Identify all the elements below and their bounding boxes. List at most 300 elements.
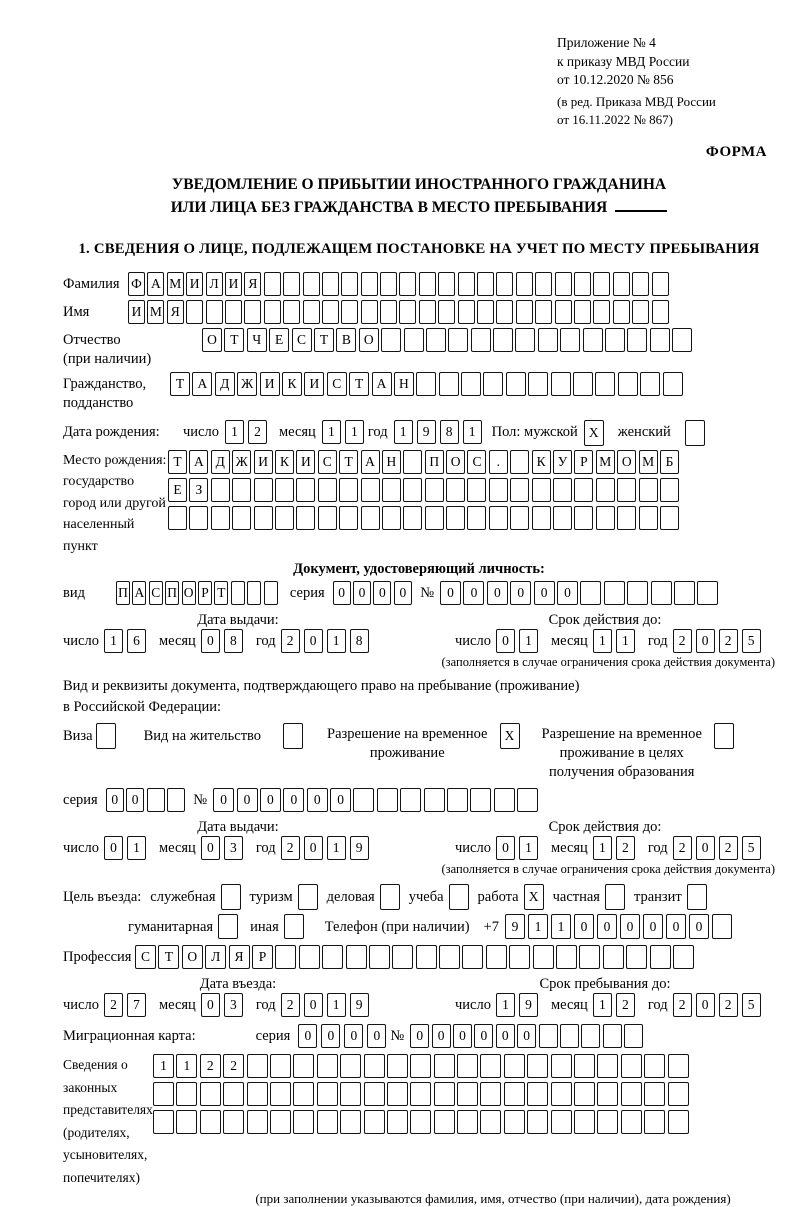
char-box[interactable] [496, 300, 513, 324]
char-box[interactable] [439, 945, 460, 969]
char-box[interactable]: Я [167, 300, 184, 324]
char-box[interactable] [399, 272, 416, 296]
char-box[interactable] [480, 1082, 501, 1106]
char-box[interactable]: 6 [127, 629, 146, 653]
char-box[interactable] [581, 1024, 600, 1048]
char-box[interactable] [410, 1110, 431, 1134]
char-box[interactable] [712, 914, 732, 939]
char-box[interactable] [200, 1110, 221, 1134]
char-box[interactable] [470, 788, 491, 812]
char-box[interactable]: 0 [496, 1024, 515, 1048]
char-box[interactable]: Р [574, 450, 593, 474]
char-box[interactable] [211, 506, 230, 530]
char-box[interactable] [425, 478, 444, 502]
char-box[interactable]: 0 [106, 788, 124, 812]
char-box[interactable]: 0 [496, 836, 515, 860]
char-box[interactable] [516, 300, 533, 324]
char-box[interactable]: Р [252, 945, 273, 969]
char-box[interactable]: 0 [260, 788, 281, 812]
char-box[interactable]: 0 [353, 581, 371, 605]
char-box[interactable] [340, 1110, 361, 1134]
char-box[interactable] [167, 788, 185, 812]
char-box[interactable]: 3 [224, 836, 243, 860]
char-box[interactable] [416, 372, 436, 396]
char-box[interactable]: Т [158, 945, 179, 969]
char-box[interactable]: 0 [126, 788, 144, 812]
char-box[interactable] [660, 478, 679, 502]
char-box[interactable] [560, 1024, 579, 1048]
char-box[interactable]: С [149, 581, 163, 605]
char-box[interactable] [380, 884, 400, 910]
char-box[interactable]: К [275, 450, 294, 474]
char-box[interactable]: А [192, 372, 212, 396]
char-box[interactable]: 2 [223, 1054, 244, 1078]
char-box[interactable] [650, 328, 670, 352]
char-box[interactable]: З [189, 478, 208, 502]
char-box[interactable]: 1 [496, 993, 515, 1017]
char-box[interactable] [232, 478, 251, 502]
char-box[interactable]: Я [229, 945, 250, 969]
char-box[interactable]: 0 [298, 1024, 317, 1048]
char-box[interactable]: Т [168, 450, 187, 474]
char-box[interactable] [299, 945, 320, 969]
char-box[interactable]: Б [660, 450, 679, 474]
char-box[interactable] [264, 581, 278, 605]
char-box[interactable]: 1 [127, 836, 146, 860]
char-box[interactable]: Л [205, 945, 226, 969]
char-box[interactable] [446, 506, 465, 530]
char-box[interactable] [438, 300, 455, 324]
char-box[interactable]: 0 [696, 629, 715, 653]
char-box[interactable] [603, 1024, 622, 1048]
char-box[interactable] [674, 581, 695, 605]
char-box[interactable]: Н [382, 450, 401, 474]
char-box[interactable] [583, 328, 603, 352]
char-box[interactable] [293, 1054, 314, 1078]
char-box[interactable] [380, 272, 397, 296]
char-box[interactable] [573, 372, 593, 396]
char-box[interactable]: И [296, 450, 315, 474]
char-box[interactable] [434, 1110, 455, 1134]
char-box[interactable] [574, 1110, 595, 1134]
char-box[interactable] [471, 328, 491, 352]
char-box[interactable] [446, 478, 465, 502]
char-box[interactable] [574, 1054, 595, 1078]
char-box[interactable] [382, 478, 401, 502]
char-box[interactable] [551, 372, 571, 396]
char-box[interactable]: Т [224, 328, 244, 352]
char-box[interactable] [410, 1082, 431, 1106]
char-box[interactable]: И [254, 450, 273, 474]
char-box[interactable] [448, 328, 468, 352]
char-box[interactable]: 0 [304, 836, 323, 860]
char-box[interactable] [593, 272, 610, 296]
char-box[interactable]: 0 [330, 788, 351, 812]
char-box[interactable]: Т [314, 328, 334, 352]
char-box[interactable] [457, 1054, 478, 1078]
char-box[interactable] [509, 945, 530, 969]
char-box[interactable] [168, 506, 187, 530]
char-box[interactable]: 0 [620, 914, 640, 939]
char-box[interactable] [403, 450, 422, 474]
char-box[interactable] [322, 945, 343, 969]
char-box[interactable] [580, 581, 601, 605]
char-box[interactable]: 2 [281, 836, 300, 860]
char-box[interactable]: 8 [224, 629, 243, 653]
char-box[interactable]: М [639, 450, 658, 474]
char-box[interactable] [621, 1054, 642, 1078]
char-box[interactable] [556, 945, 577, 969]
char-box[interactable] [553, 506, 572, 530]
char-box[interactable]: X [584, 420, 604, 446]
char-box[interactable] [399, 300, 416, 324]
char-box[interactable] [419, 272, 436, 296]
char-box[interactable] [147, 788, 165, 812]
char-box[interactable] [380, 300, 397, 324]
char-box[interactable]: 0 [394, 581, 412, 605]
char-box[interactable] [303, 272, 320, 296]
char-box[interactable]: 1 [394, 420, 413, 444]
char-box[interactable]: 1 [593, 993, 612, 1017]
char-box[interactable] [574, 1082, 595, 1106]
char-box[interactable]: Т [214, 581, 228, 605]
char-box[interactable]: 5 [742, 836, 761, 860]
char-box[interactable]: 0 [237, 788, 258, 812]
char-box[interactable] [447, 788, 468, 812]
char-box[interactable]: 1 [225, 420, 244, 444]
char-box[interactable] [477, 272, 494, 296]
char-box[interactable] [627, 581, 648, 605]
char-box[interactable]: 0 [307, 788, 328, 812]
char-box[interactable] [493, 328, 513, 352]
char-box[interactable]: Ж [237, 372, 257, 396]
char-box[interactable] [153, 1082, 174, 1106]
char-box[interactable] [504, 1082, 525, 1106]
char-box[interactable]: А [372, 372, 392, 396]
char-box[interactable] [527, 1054, 548, 1078]
char-box[interactable] [361, 478, 380, 502]
char-box[interactable] [555, 272, 572, 296]
char-box[interactable] [632, 300, 649, 324]
char-box[interactable] [613, 272, 630, 296]
char-box[interactable]: 2 [281, 629, 300, 653]
char-box[interactable] [404, 328, 424, 352]
char-box[interactable]: 0 [321, 1024, 340, 1048]
char-box[interactable] [403, 506, 422, 530]
char-box[interactable]: 0 [344, 1024, 363, 1048]
char-box[interactable] [527, 1082, 548, 1106]
char-box[interactable] [284, 914, 304, 939]
char-box[interactable]: 0 [517, 1024, 536, 1048]
char-box[interactable] [96, 723, 116, 749]
char-box[interactable] [494, 788, 515, 812]
char-box[interactable] [361, 300, 378, 324]
char-box[interactable] [189, 506, 208, 530]
char-box[interactable]: 0 [440, 581, 461, 605]
char-box[interactable]: 0 [410, 1024, 429, 1048]
char-box[interactable] [346, 945, 367, 969]
char-box[interactable] [387, 1054, 408, 1078]
char-box[interactable] [270, 1082, 291, 1106]
char-box[interactable]: 0 [432, 1024, 451, 1048]
char-box[interactable] [339, 478, 358, 502]
char-box[interactable] [627, 328, 647, 352]
char-box[interactable] [322, 272, 339, 296]
char-box[interactable]: 2 [281, 993, 300, 1017]
char-box[interactable]: Ч [247, 328, 267, 352]
char-box[interactable]: 1 [551, 914, 571, 939]
char-box[interactable]: Ф [128, 272, 145, 296]
char-box[interactable]: 9 [350, 993, 369, 1017]
char-box[interactable] [644, 1082, 665, 1106]
char-box[interactable]: 0 [510, 581, 531, 605]
char-box[interactable] [668, 1110, 689, 1134]
char-box[interactable] [504, 1110, 525, 1134]
char-box[interactable] [254, 478, 273, 502]
char-box[interactable] [504, 1054, 525, 1078]
char-box[interactable]: Р [198, 581, 212, 605]
char-box[interactable] [296, 478, 315, 502]
char-box[interactable] [425, 506, 444, 530]
char-box[interactable]: 8 [350, 629, 369, 653]
char-box[interactable]: П [165, 581, 179, 605]
char-box[interactable]: Е [168, 478, 187, 502]
char-box[interactable]: 2 [719, 993, 738, 1017]
char-box[interactable] [595, 372, 615, 396]
char-box[interactable]: 1 [593, 836, 612, 860]
char-box[interactable]: 0 [574, 914, 594, 939]
char-box[interactable] [449, 884, 469, 910]
char-box[interactable]: С [467, 450, 486, 474]
char-box[interactable] [275, 478, 294, 502]
char-box[interactable]: Т [170, 372, 190, 396]
char-box[interactable]: О [182, 945, 203, 969]
char-box[interactable]: 1 [153, 1054, 174, 1078]
char-box[interactable]: 1 [463, 420, 482, 444]
char-box[interactable] [605, 884, 625, 910]
char-box[interactable]: О [359, 328, 379, 352]
char-box[interactable] [247, 1110, 268, 1134]
char-box[interactable] [419, 300, 436, 324]
char-box[interactable]: 2 [719, 836, 738, 860]
char-box[interactable]: 9 [505, 914, 525, 939]
char-box[interactable]: Н [394, 372, 414, 396]
char-box[interactable] [369, 945, 390, 969]
char-box[interactable] [247, 581, 261, 605]
char-box[interactable] [673, 945, 694, 969]
char-box[interactable] [426, 328, 446, 352]
char-box[interactable]: 0 [557, 581, 578, 605]
char-box[interactable] [438, 272, 455, 296]
char-box[interactable] [644, 1054, 665, 1078]
char-box[interactable] [551, 1110, 572, 1134]
char-box[interactable]: 0 [104, 836, 123, 860]
char-box[interactable]: 0 [333, 581, 351, 605]
char-box[interactable]: 1 [528, 914, 548, 939]
char-box[interactable]: 1 [616, 629, 635, 653]
char-box[interactable] [560, 328, 580, 352]
char-box[interactable] [574, 300, 591, 324]
char-box[interactable]: Ж [232, 450, 251, 474]
char-box[interactable]: 1 [327, 629, 346, 653]
char-box[interactable] [434, 1054, 455, 1078]
char-box[interactable] [597, 1110, 618, 1134]
char-box[interactable] [617, 506, 636, 530]
char-box[interactable] [624, 1024, 643, 1048]
char-box[interactable]: 2 [616, 993, 635, 1017]
char-box[interactable]: 1 [519, 836, 538, 860]
char-box[interactable] [660, 506, 679, 530]
char-box[interactable] [176, 1110, 197, 1134]
char-box[interactable]: С [318, 450, 337, 474]
char-box[interactable] [483, 372, 503, 396]
char-box[interactable] [480, 1054, 501, 1078]
char-box[interactable] [515, 328, 535, 352]
char-box[interactable]: Е [269, 328, 289, 352]
char-box[interactable] [650, 945, 671, 969]
char-box[interactable]: 5 [742, 993, 761, 1017]
char-box[interactable]: 1 [327, 836, 346, 860]
char-box[interactable] [341, 300, 358, 324]
char-box[interactable]: 9 [350, 836, 369, 860]
char-box[interactable]: 8 [440, 420, 459, 444]
char-box[interactable] [247, 1082, 268, 1106]
char-box[interactable] [480, 1110, 501, 1134]
char-box[interactable] [340, 1054, 361, 1078]
char-box[interactable] [527, 1110, 548, 1134]
char-box[interactable]: . [489, 450, 508, 474]
char-box[interactable]: 2 [719, 629, 738, 653]
char-box[interactable] [400, 788, 421, 812]
char-box[interactable]: И [225, 272, 242, 296]
char-box[interactable] [496, 272, 513, 296]
char-box[interactable]: М [147, 300, 164, 324]
char-box[interactable] [218, 914, 238, 939]
char-box[interactable] [613, 300, 630, 324]
char-box[interactable] [457, 1110, 478, 1134]
char-box[interactable] [424, 788, 445, 812]
char-box[interactable]: О [446, 450, 465, 474]
char-box[interactable] [254, 506, 273, 530]
char-box[interactable] [211, 478, 230, 502]
char-box[interactable]: О [617, 450, 636, 474]
char-box[interactable] [532, 478, 551, 502]
char-box[interactable] [231, 581, 245, 605]
char-box[interactable]: 1 [593, 629, 612, 653]
char-box[interactable] [652, 272, 669, 296]
char-box[interactable]: X [524, 884, 544, 910]
char-box[interactable] [668, 1054, 689, 1078]
char-box[interactable] [644, 1110, 665, 1134]
char-box[interactable]: Д [211, 450, 230, 474]
char-box[interactable]: 1 [345, 420, 364, 444]
char-box[interactable] [489, 506, 508, 530]
char-box[interactable]: 1 [104, 629, 123, 653]
char-box[interactable]: 0 [474, 1024, 493, 1048]
char-box[interactable]: У [553, 450, 572, 474]
char-box[interactable] [377, 788, 398, 812]
char-box[interactable] [382, 506, 401, 530]
char-box[interactable]: 2 [673, 629, 692, 653]
char-box[interactable]: И [304, 372, 324, 396]
char-box[interactable] [364, 1110, 385, 1134]
char-box[interactable]: 2 [248, 420, 267, 444]
char-box[interactable]: 2 [673, 993, 692, 1017]
char-box[interactable] [200, 1082, 221, 1106]
char-box[interactable]: 0 [213, 788, 234, 812]
char-box[interactable]: 0 [696, 993, 715, 1017]
char-box[interactable] [275, 506, 294, 530]
char-box[interactable] [489, 478, 508, 502]
char-box[interactable] [714, 723, 734, 749]
char-box[interactable] [318, 478, 337, 502]
char-box[interactable] [340, 1082, 361, 1106]
char-box[interactable] [176, 1082, 197, 1106]
char-box[interactable] [477, 300, 494, 324]
char-box[interactable]: М [167, 272, 184, 296]
char-box[interactable]: 1 [322, 420, 341, 444]
char-box[interactable]: 5 [742, 629, 761, 653]
char-box[interactable] [632, 272, 649, 296]
char-box[interactable] [270, 1110, 291, 1134]
char-box[interactable] [361, 506, 380, 530]
char-box[interactable] [574, 478, 593, 502]
char-box[interactable]: 9 [519, 993, 538, 1017]
char-box[interactable]: П [425, 450, 444, 474]
char-box[interactable]: 0 [373, 581, 391, 605]
char-box[interactable] [275, 945, 296, 969]
char-box[interactable] [621, 1082, 642, 1106]
char-box[interactable]: 0 [463, 581, 484, 605]
char-box[interactable] [296, 506, 315, 530]
char-box[interactable]: 0 [201, 836, 220, 860]
char-box[interactable] [458, 300, 475, 324]
char-box[interactable] [486, 945, 507, 969]
char-box[interactable] [461, 372, 481, 396]
char-box[interactable] [596, 506, 615, 530]
char-box[interactable] [551, 1054, 572, 1078]
char-box[interactable]: 1 [176, 1054, 197, 1078]
char-box[interactable] [223, 1082, 244, 1106]
char-box[interactable] [223, 1110, 244, 1134]
char-box[interactable] [186, 300, 203, 324]
char-box[interactable]: П [116, 581, 130, 605]
char-box[interactable] [510, 450, 529, 474]
char-box[interactable]: 0 [367, 1024, 386, 1048]
char-box[interactable] [293, 1110, 314, 1134]
char-box[interactable]: О [202, 328, 222, 352]
char-box[interactable] [381, 328, 401, 352]
char-box[interactable] [387, 1110, 408, 1134]
char-box[interactable] [364, 1054, 385, 1078]
char-box[interactable] [434, 1082, 455, 1106]
char-box[interactable] [687, 884, 707, 910]
char-box[interactable]: А [361, 450, 380, 474]
char-box[interactable] [640, 372, 660, 396]
char-box[interactable] [387, 1082, 408, 1106]
char-box[interactable]: В [336, 328, 356, 352]
char-box[interactable] [639, 478, 658, 502]
char-box[interactable] [341, 272, 358, 296]
char-box[interactable] [604, 581, 625, 605]
char-box[interactable] [528, 372, 548, 396]
char-box[interactable] [532, 506, 551, 530]
char-box[interactable] [364, 1082, 385, 1106]
char-box[interactable]: 9 [417, 420, 436, 444]
char-box[interactable] [555, 300, 572, 324]
char-box[interactable]: Л [206, 272, 223, 296]
char-box[interactable] [283, 272, 300, 296]
